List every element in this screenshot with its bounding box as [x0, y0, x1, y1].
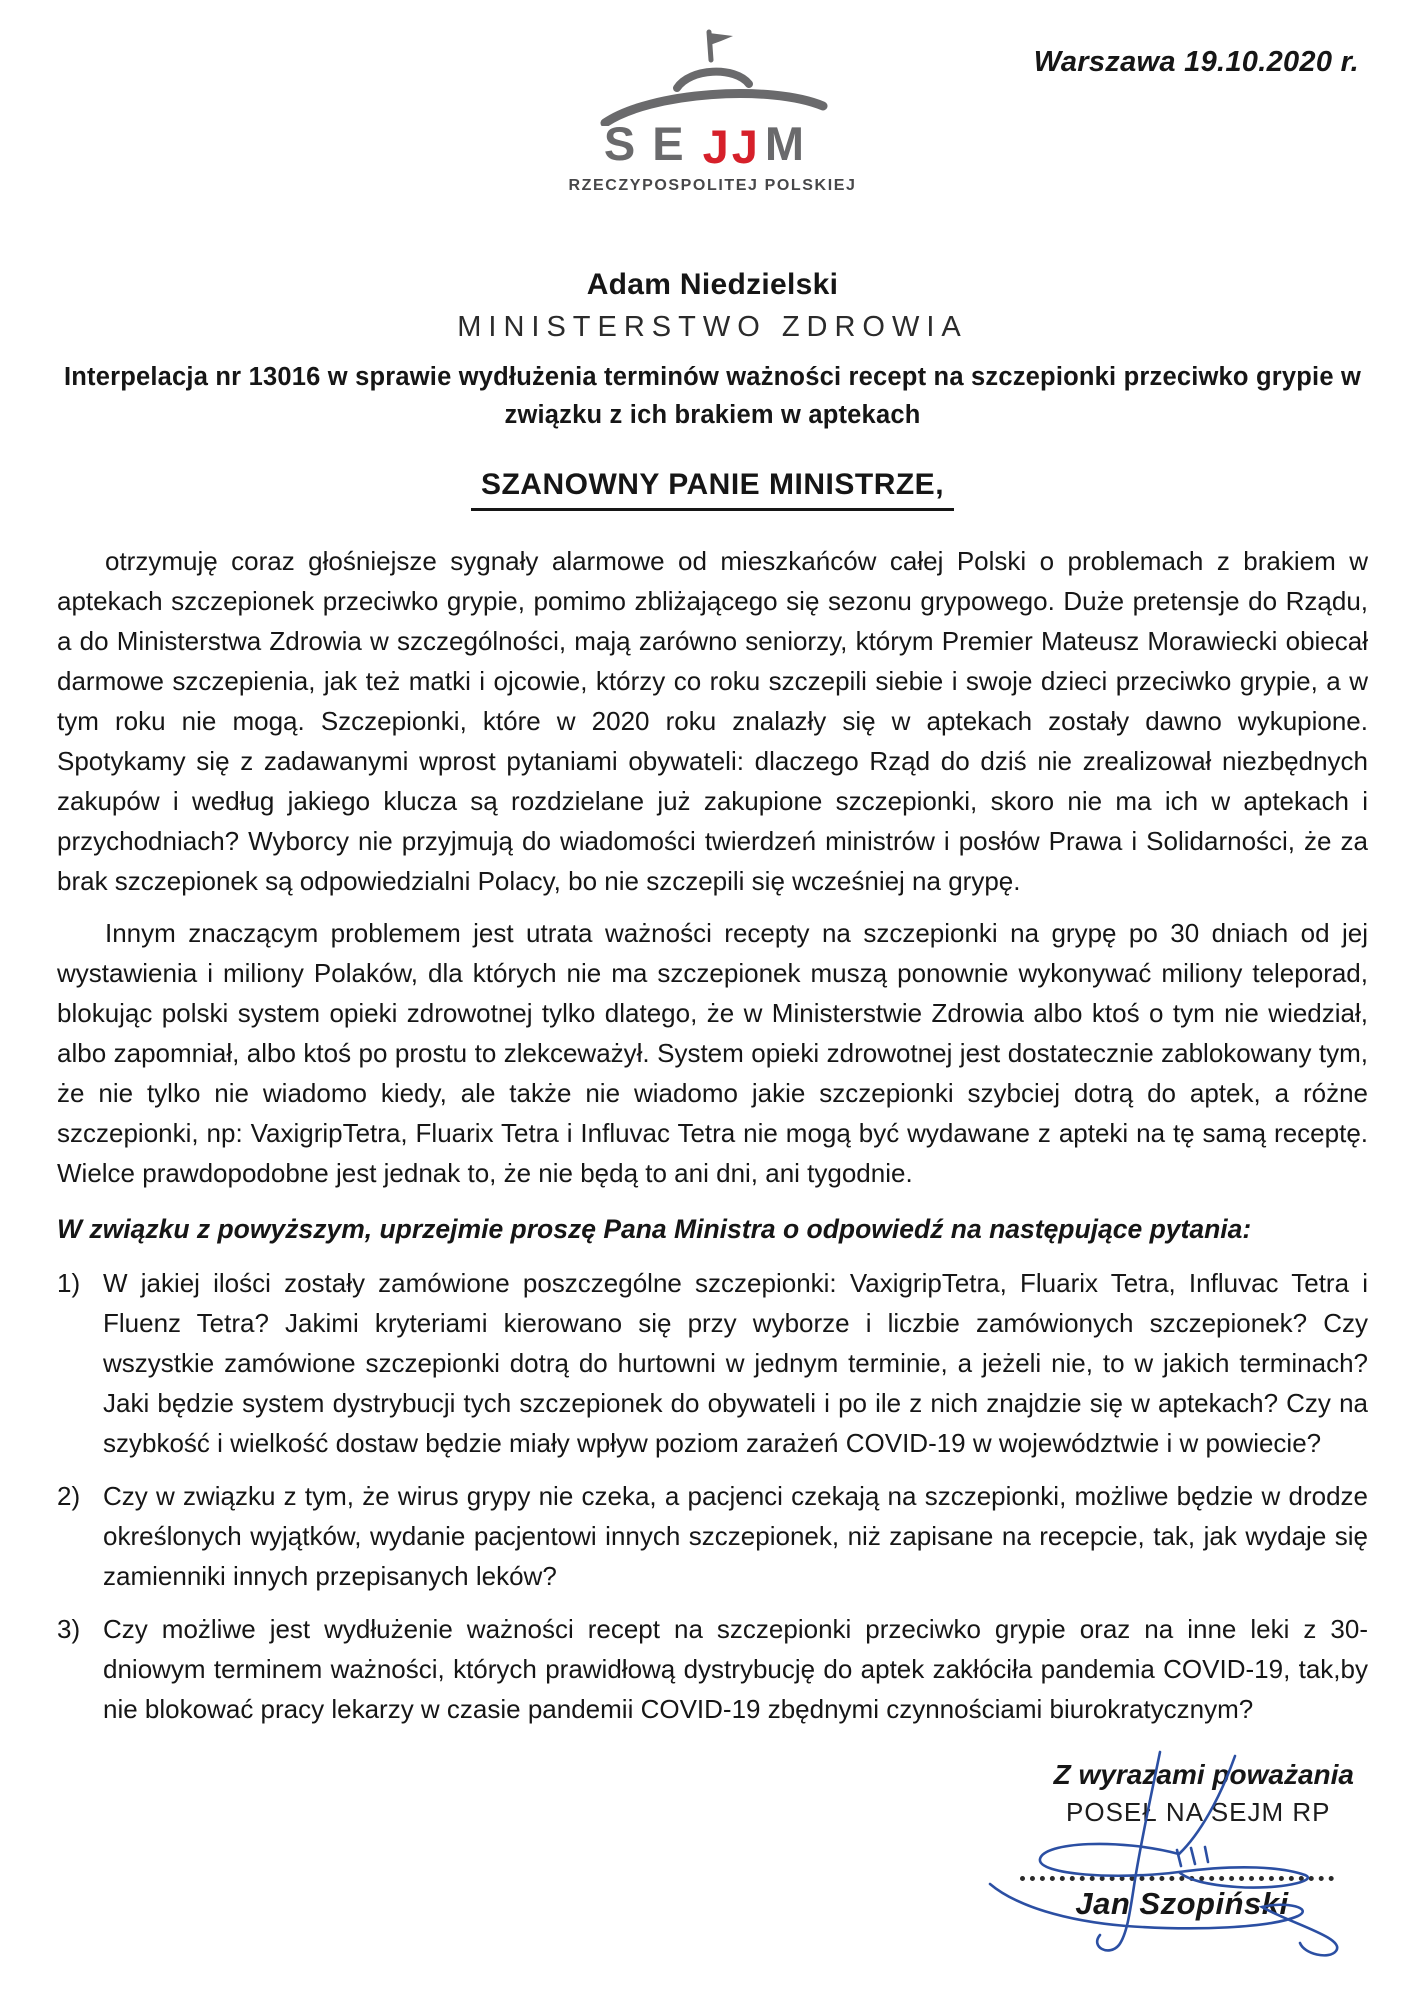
date-line: Warszawa 19.10.2020 r.: [1033, 46, 1359, 78]
questions-list: [57, 1263, 1368, 1729]
sejm-letters-right: M: [764, 117, 822, 170]
sejm-logo-subtitle: RZECZYPOSPOLITEJ POLSKIEJ: [568, 177, 857, 194]
handwritten-signature-icon: [948, 1738, 1390, 1970]
valediction: Z wyrazami poważania: [1053, 1759, 1354, 1790]
paragraph-1: otrzymuję coraz głośniejsze sygnały alarmowe od mieszkańców całej Polski o problemach z brakiem w aptekach szczepionek przeciwko grypie, pomimo zbliżającego się sezonu grypowego. Duże pretensje do Rządu, a do Ministerstwa Zdrowia w szczególności, mają zarówno seniorzy, którym Premier Mateusz Morawiecki obiecał darmowe szczepienia, jak też matki i ojcowie, którzy co roku szczepili siebie i swoje dzieci przeciwko grypie, a w tym roku nie mogą. Szczepionki, które w 2020 roku znalazły się w aptekach zostały dawno wykupione. Spotykamy się z zadawanymi wprost pytaniami obywateli: dlaczego Rząd do dziś nie zrealizował niezbędnych zakupów i według jakiego klucza są rozdzielane już zakupione szczepionki, skoro nie ma ich w aptekach i przychodniach? Wyborcy nie przyjmują do wiadomości twierdzeń ministrów i posłów Prawa i Solidarności, że za brak szczepionek są odpowiedzialni Polacy, bo nie szczepili się wcześniej na grypę.: [57, 546, 1368, 896]
signer-title: POSEŁ NA SEJM RP: [1066, 1797, 1331, 1827]
questions-intro: W związku z powyższym, uprzejmie proszę Pana Ministra o odpowiedź na następujące pytania:: [57, 1214, 1252, 1244]
sejm-logo: [0, 26, 1425, 195]
question-number: 1): [57, 1268, 81, 1298]
subject-line: Interpelacja nr 13016 w sprawie wydłużenia terminów ważności recept na szczepionki przeciwko grypie w związku z ich brakiem w aptekach: [63, 363, 1362, 429]
recipient-block: [0, 268, 1425, 344]
sejm-dome-icon: [595, 26, 831, 126]
sejm-wordmark: [603, 117, 822, 173]
salutation-wrap: [0, 468, 1425, 511]
question-number: 3): [57, 1614, 81, 1644]
question-item: [57, 1476, 1368, 1596]
question-item: [57, 1263, 1368, 1463]
question-text: Czy możliwe jest wydłużenie ważności recept na szczepionki przeciwko grypie oraz na inne leki z 30-dniowym terminem ważności, których prawidłową dystrybucję do aptek zakłóciła pandemia COVID-19, tak,by nie blokować pracy lekarzy w czasie pandemii COVID-19 zbędnymi czynnościami biurokratycznym?: [103, 1614, 1368, 1724]
signer-name: Jan Szopiński: [1075, 1886, 1289, 1921]
letter-body: [57, 541, 1368, 1795]
question-number: 2): [57, 1481, 81, 1511]
paragraph-2: Innym znaczącym problemem jest utrata ważności recepty na szczepionki na grypę po 30 dniach od jej wystawienia i miliony Polaków, dla których nie ma szczepionek muszą ponownie wykonywać miliony teleporad, blokując polski system opieki zdrowotnej tylko dlatego, że w Ministerstwie Zdrowia albo ktoś o tym nie wiedział, albo zapomniał, albo ktoś po prostu to zlekceważył. System opieki zdrowotnej jest dostatecznie zablokowany tym, że nie tylko nie wiadomo kiedy, ale także nie wiadomo jakie szczepionki szybciej dotrą do aptek, a różne szczepionki, np: VaxigripTetra, Fluarix Tetra i Influvac Tetra nie mogą być wydawane z apteki na tę samą receptę. Wielce prawdopodobne jest jednak to, że nie będą to ani dni, ani tygodnie.: [57, 918, 1368, 1188]
flag-icon: [709, 33, 733, 45]
dome-cap-arc: [677, 72, 749, 88]
recipient-name: Adam Niedzielski: [586, 268, 839, 301]
question-text: Czy w związku z tym, że wirus grypy nie czeka, a pacjenci czekają na szczepionki, możliwe będzie w drodze określonych wyjątków, wydanie pacjentowi innych szczepionek, niż zapisane na recepcie, tak, jak wydaje się zamienniki innych przepisanych leków?: [103, 1481, 1368, 1591]
question-text: W jakiej ilości zostały zamówione poszczególne szczepionki: VaxigripTetra, Fluarix Tetra, Influvac Tetra i Fluenz Tetra? Jakimi kryteriami kierowano się przy wyborze i liczbie zamówionych szczepionek? Czy wszystkie zamówione szczepionki dotrą do hurtowni w jednym terminie, a jeżeli nie, to w jakich terminach? Jaki będzie system dystrybucji tych szczepionek do obywateli i po ile z nich znajdzie się w aptekach? Czy na szybkość i wielkość dostaw będzie miały wpływ poziom zarażeń COVID-19 w województwie i w powiecie?: [103, 1268, 1368, 1458]
sejm-letters-left: SE: [603, 117, 701, 170]
recipient-institution: MINISTERSTWO ZDROWIA: [457, 311, 968, 343]
question-item: [57, 1609, 1368, 1729]
sejm-red-jj: JJ: [702, 120, 761, 173]
salutation: SZANOWNY PANIE MINISTRZE,: [471, 468, 954, 511]
